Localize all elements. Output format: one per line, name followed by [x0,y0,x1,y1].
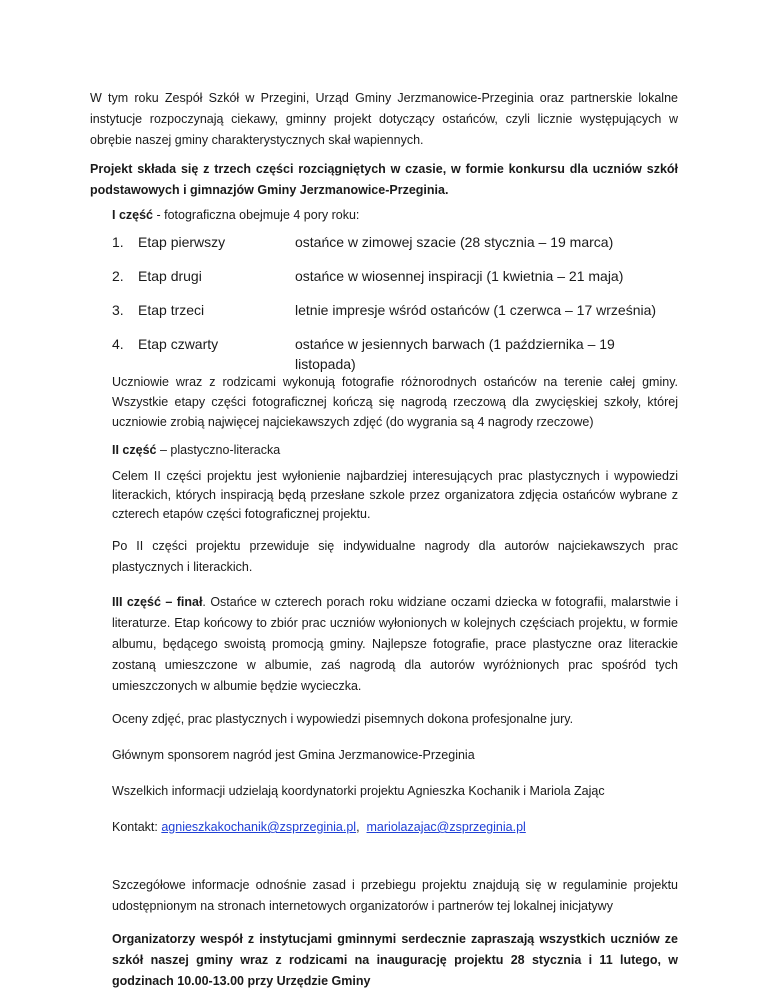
stage-number: 3. [112,302,124,318]
jury-paragraph: Oceny zdjęć, prac plastycznych i wypowiedzi pisemnych dokona profesjonalne jury. [112,712,574,726]
document-page [90,88,678,992]
stage-description: ostańce w jesiennych barwach (1 października – 19 listopada) [295,336,615,372]
contact-separator: , [356,820,367,834]
coordinators-paragraph: Wszelkich informacji udzielają koordynatorki projektu Agnieszka Kochanik i Mariola Zając [112,784,605,798]
spacer [90,853,678,875]
part2-prizes: Po II części projektu przewiduje się indywidualne nagrody dla autorów najciekawszych prac plastycznych i literackich. [112,539,678,574]
stage-row [112,266,678,300]
stage-label: Etap czwarty [138,336,219,352]
stage-description: ostańce w wiosennej inspiracji (1 kwietnia – 21 maja) [295,268,624,284]
part2-text: – plastyczno-literacka [156,443,281,457]
stage-label: Etap pierwszy [138,234,226,250]
stage-label: Etap trzeci [138,302,205,318]
project-summary: Projekt składa się z trzech części rozciągniętych w czasie, w formie konkursu dla uczniów szkół podstawowych i gimnazjów Gminy Jerzmanowice-Przeginia. [90,162,678,197]
stage-row [112,300,678,334]
stage-row [112,232,678,266]
stage-label: Etap drugi [138,268,202,284]
stage-number: 2. [112,268,124,284]
part1-text: - fotograficzna obejmuje 4 pory roku: [153,208,360,222]
part2-heading [112,440,678,461]
stage-description: ostańce w zimowej szacie (28 stycznia – 19 marca) [295,234,614,250]
invitation-paragraph: Organizatorzy wespół z instytucjami gminnymi serdecznie zapraszają wszystkich uczniów ze szkół naszej gminy wraz z rodzicami na inaugurację projektu 28 stycznia i 11 lutego, w godzinach 10.00-13.00 przy Urzędzie Gminy [112,932,678,988]
part1-label: I część [112,208,154,222]
stage-number: 4. [112,336,124,352]
details-paragraph: Szczegółowe informacje odnośnie zasad i przebiegu projektu znajdują się w regulaminie projektu udostępnionym na stronach internetowych organizatorów i partnerów tej lokalnej inicjatywy [112,878,678,913]
stages-list [112,232,678,372]
email-link-2[interactable]: mariolazajac@zsprzeginia.pl [366,820,526,834]
part1-heading [112,205,678,226]
part3-text: . Ostańce w czterech porach roku widziane oczami dziecka w fotografii, malarstwie i literaturze. Etap końcowy to zbiór prac uczniów wyłonionych w kolejnych częściach projektu, w formie albumu, będącego swoistą promocją gminy. Najlepsze fotografie, prace plastyczne oraz literackie zostaną umieszczone w albumie, zaś nagrodą dla autorów wyróżnionych prac spośród tych umieszczonych w albumie będzie wycieczka. [112,595,678,693]
contact-paragraph [112,817,678,838]
part3-paragraph [112,592,678,697]
part2-description: Celem II części projektu jest wyłonienie najbardziej interesujących prac plastycznych i wypowiedzi literackich, których inspiracją będą przesłane szkole przez organizatora zdjęcia ostańców wybrane z czterech etapów części fotograficznej projektu. [112,469,678,521]
stage-description: letnie impresje wśród ostańców (1 czerwca – 17 września) [295,302,657,318]
part3-label: III część – finał [112,595,203,609]
stage-number: 1. [112,234,124,250]
photo-info-paragraph: Uczniowie wraz z rodzicami wykonują fotografie różnorodnych ostańców na terenie całej gminy. Wszystkie etapy części fotograficznej kończą się nagrodą rzeczową dla zwycięskiej szkoły, której uczniowie zrobią najwięcej najciekawszych zdjęć (do wygrania są 4 nagrody rzeczowe) [112,375,678,429]
part2-label: II część [112,443,157,457]
intro-paragraph: W tym roku Zespół Szkół w Przegini, Urząd Gminy Jerzmanowice-Przeginia oraz partnerskie lokalne instytucje rozpoczynają ciekawy, gminny projekt dotyczący ostańców, czyli licznie występujących w obrębie naszej gminy charakterystycznych skał wapiennych. [90,91,678,147]
stage-row [112,334,678,372]
sponsor-paragraph: Głównym sponsorem nagród jest Gmina Jerzmanowice-Przeginia [112,748,475,762]
email-link-1[interactable]: agnieszkakochanik@zsprzeginia.pl [161,820,357,834]
contact-label: Kontakt: [112,820,162,834]
